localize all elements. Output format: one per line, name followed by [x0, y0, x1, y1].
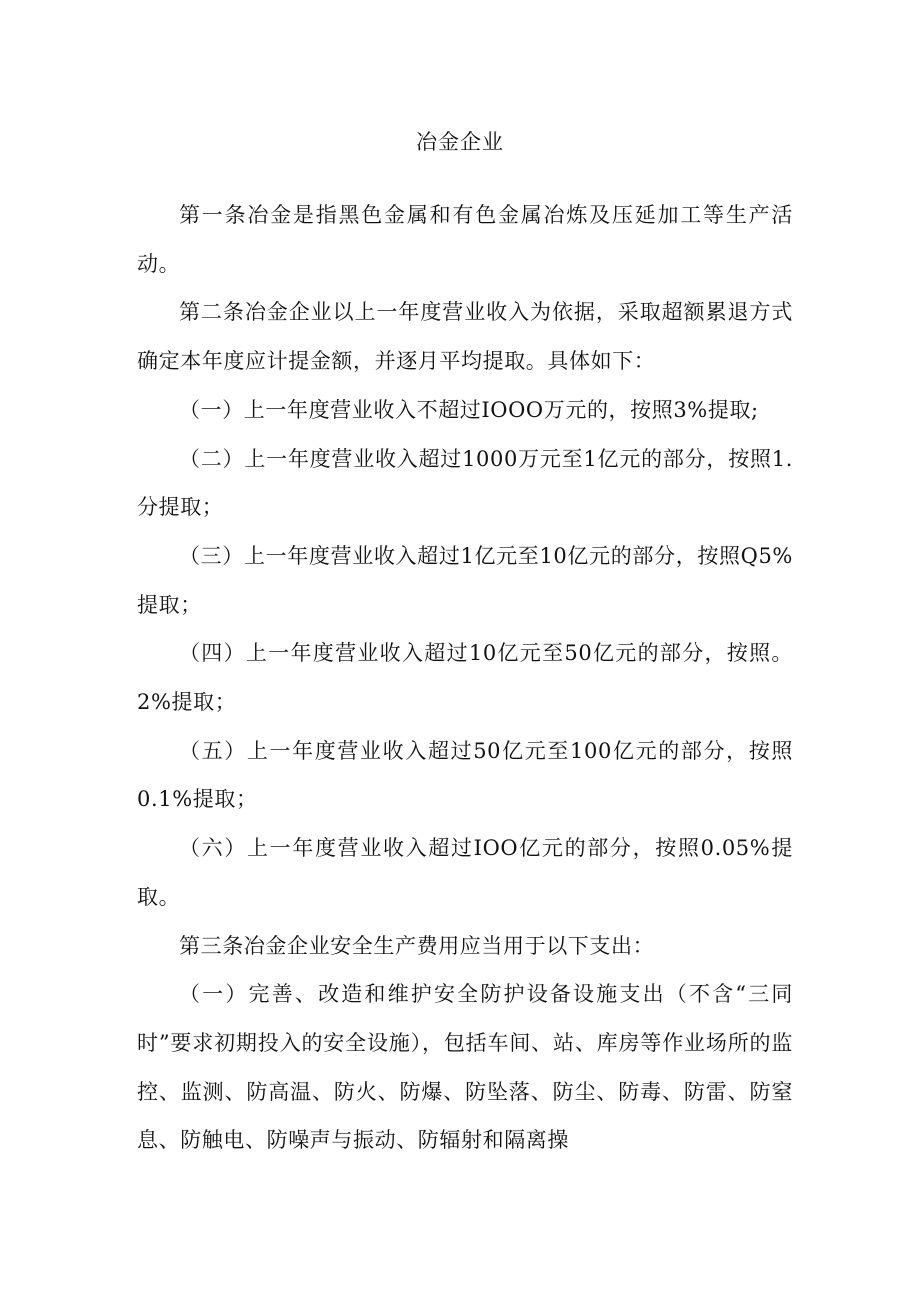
paragraph-item-5: （五）上一年度营业收入超过50亿元至100亿元的部分，按照0.1%提取； — [137, 738, 793, 812]
paragraph-item-4: （四）上一年度营业收入超过10亿元至50亿元的部分，按照。2%提取； — [137, 641, 793, 715]
document-title: 冶金企业 — [416, 130, 504, 154]
paragraph-article-3: 第三条冶金企业安全生产费用应当用于以下支出： — [179, 933, 655, 958]
document-body — [137, 191, 793, 1165]
paragraph-item-3: （三）上一年度营业收入超过1亿元至10亿元的部分，按照Q5%提取； — [137, 543, 793, 617]
paragraph-item-6: （六）上一年度营业收入超过IOO亿元的部分，按照0.05%提取。 — [137, 836, 793, 909]
paragraph-item-1: （一）上一年度营业收入不超过IOOO万元的，按照3%提取; — [179, 397, 759, 422]
paragraph-article-1: 第一条冶金是指黑色金属和有色金属冶炼及压延加工等生产活动。 — [137, 203, 793, 276]
paragraph-article-2: 第二条冶金企业以上一年度营业收入为依据，采取超额累退方式确定本年度应计提金额，并逐月平均提取。具体如下： — [137, 300, 793, 374]
paragraph-item-2: （二）上一年度营业收入超过1000万元至1亿元的部分，按照1.分提取； — [137, 446, 793, 520]
paragraph-article-3-item-1: （一）完善、改造和维护安全防护设备设施支出（不含“三同时”要求初期投入的安全设施），包括车间、站、库房等作业场所的监控、监测、防高温、防火、防爆、防坠落、防尘、防毒、防雷、防窒息、防触电、防噪声与振动、防辐射和隔离操 — [137, 982, 793, 1153]
